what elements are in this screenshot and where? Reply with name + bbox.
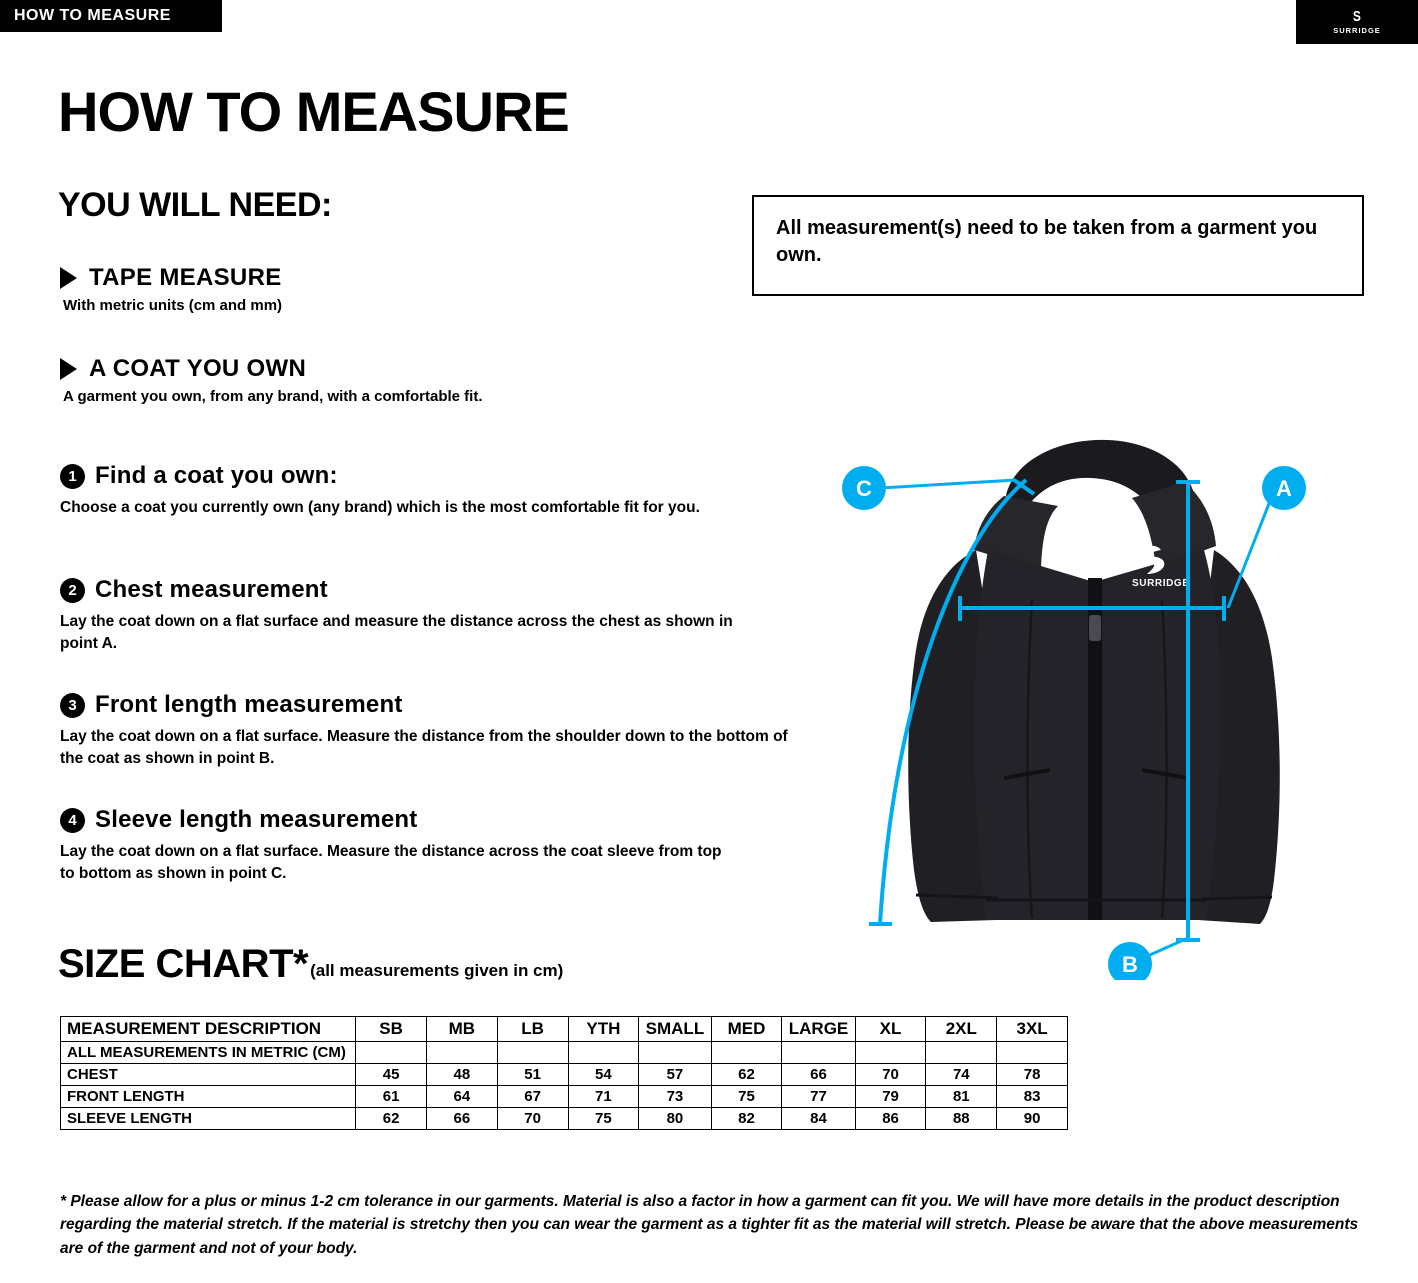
step-title: Front length measurement [95, 691, 403, 718]
need-item-tape-measure [60, 264, 282, 314]
need-subtitle: With metric units (cm and mm) [63, 297, 283, 314]
cell [926, 1042, 997, 1064]
row-label: ALL MEASUREMENTS IN METRIC (CM) [61, 1042, 356, 1064]
cell: 45 [356, 1064, 427, 1086]
svg-text:A: A [1276, 476, 1292, 501]
cell: 70 [497, 1108, 568, 1130]
column-header: XL [855, 1017, 926, 1042]
svg-text:SURRIDGE: SURRIDGE [1132, 578, 1190, 589]
cell: 61 [356, 1086, 427, 1108]
row-label: CHEST [61, 1064, 356, 1086]
brand-mark-icon: S [1353, 8, 1361, 25]
triangle-bullet-icon [60, 358, 77, 380]
cell: 78 [997, 1064, 1068, 1086]
step-body: Lay the coat down on a flat surface. Measure the distance from the shoulder down to the bottom of the coat as shown in point B. [60, 728, 788, 768]
cell: 88 [926, 1108, 997, 1130]
row-label: FRONT LENGTH [61, 1086, 356, 1108]
column-header: 2XL [926, 1017, 997, 1042]
step-number-badge: 4 [60, 808, 85, 833]
jacket-graphic [908, 440, 1280, 924]
cell: 67 [497, 1086, 568, 1108]
table-row [61, 1108, 1068, 1130]
cell: 80 [639, 1108, 711, 1130]
jacket-illustration [836, 400, 1376, 980]
step-body: Choose a coat you currently own (any brand) which is the most comfortable fit for you. [60, 499, 700, 516]
measurement-notice-box [752, 195, 1364, 296]
cell: 62 [356, 1108, 427, 1130]
size-chart-table [60, 1016, 1068, 1130]
cell: 51 [497, 1064, 568, 1086]
cell: 73 [639, 1086, 711, 1108]
svg-text:B: B [1122, 952, 1138, 977]
cell: 90 [997, 1108, 1068, 1130]
column-header: 3XL [997, 1017, 1068, 1042]
cell: 66 [782, 1064, 855, 1086]
column-header: MB [426, 1017, 497, 1042]
step-number-badge: 3 [60, 693, 85, 718]
cell [426, 1042, 497, 1064]
footnote-text: * Please allow for a plus or minus 1-2 cm tolerance in our garments. Material is also a factor in how a garment can fit you. We will have more details in the product description regarding the material stretch. If the material is stretchy then you can wear the garment as a tighter fit as the material will stretch. Please be aware that the above measurements are of the garment and not of your body. [60, 1193, 1359, 1257]
step-title: Find a coat you own: [95, 462, 338, 489]
brand-logo [1296, 0, 1418, 44]
column-header: SB [356, 1017, 427, 1042]
top-bar [0, 0, 1418, 35]
cell [639, 1042, 711, 1064]
table-row [61, 1064, 1068, 1086]
cell: 77 [782, 1086, 855, 1108]
cell: 79 [855, 1086, 926, 1108]
step-4 [60, 806, 820, 886]
step-number-badge: 1 [60, 464, 85, 489]
step-body: Lay the coat down on a flat surface and measure the distance across the chest as shown in point A. [60, 613, 733, 653]
step-number-badge: 2 [60, 578, 85, 603]
cell: 54 [568, 1064, 639, 1086]
step-title: Chest measurement [95, 576, 328, 603]
cell: 70 [855, 1064, 926, 1086]
cell [782, 1042, 855, 1064]
step-2 [60, 576, 820, 656]
size-chart-title: SIZE CHART* [58, 942, 309, 986]
cell: 75 [711, 1086, 782, 1108]
column-header: MEASUREMENT DESCRIPTION [61, 1017, 356, 1042]
cell [997, 1042, 1068, 1064]
need-title: TAPE MEASURE [89, 264, 282, 291]
triangle-bullet-icon [60, 267, 77, 289]
cell: 48 [426, 1064, 497, 1086]
cell: 71 [568, 1086, 639, 1108]
cell: 84 [782, 1108, 855, 1130]
cell [356, 1042, 427, 1064]
table-row-subheader [61, 1042, 1068, 1064]
cell: 75 [568, 1108, 639, 1130]
column-header: SMALL [639, 1017, 711, 1042]
you-will-need-heading: YOU WILL NEED: [58, 186, 332, 224]
column-header: LB [497, 1017, 568, 1042]
column-header: LARGE [782, 1017, 855, 1042]
cell: 82 [711, 1108, 782, 1130]
cell: 86 [855, 1108, 926, 1130]
need-subtitle: A garment you own, from any brand, with a comfortable fit. [63, 388, 483, 405]
table-row [61, 1086, 1068, 1108]
cell: 66 [426, 1108, 497, 1130]
measurement-notice-text: All measurement(s) need to be taken from a garment you own. [776, 217, 1318, 266]
cell: 83 [997, 1086, 1068, 1108]
table-header-row [61, 1017, 1068, 1042]
step-3 [60, 691, 820, 771]
step-1 [60, 462, 820, 519]
svg-text:C: C [856, 476, 872, 501]
cell: 74 [926, 1064, 997, 1086]
top-bar-title: HOW TO MEASURE [0, 0, 222, 32]
cell [711, 1042, 782, 1064]
row-label: SLEEVE LENGTH [61, 1108, 356, 1130]
cell [497, 1042, 568, 1064]
column-header: MED [711, 1017, 782, 1042]
cell [568, 1042, 639, 1064]
cell: 64 [426, 1086, 497, 1108]
brand-name-label: SURRIDGE [1333, 26, 1381, 35]
cell: 81 [926, 1086, 997, 1108]
cell: 57 [639, 1064, 711, 1086]
cell: 62 [711, 1064, 782, 1086]
need-title: A COAT YOU OWN [89, 355, 307, 382]
size-chart-note: (all measurements given in cm) [310, 961, 564, 980]
step-title: Sleeve length measurement [95, 806, 418, 833]
column-header: YTH [568, 1017, 639, 1042]
page-title: HOW TO MEASURE [58, 80, 569, 143]
need-item-coat [60, 355, 482, 405]
size-chart-heading [58, 944, 563, 984]
cell [855, 1042, 926, 1064]
step-body: Lay the coat down on a flat surface. Measure the distance across the coat sleeve from top to bottom as shown in point C. [60, 843, 722, 883]
